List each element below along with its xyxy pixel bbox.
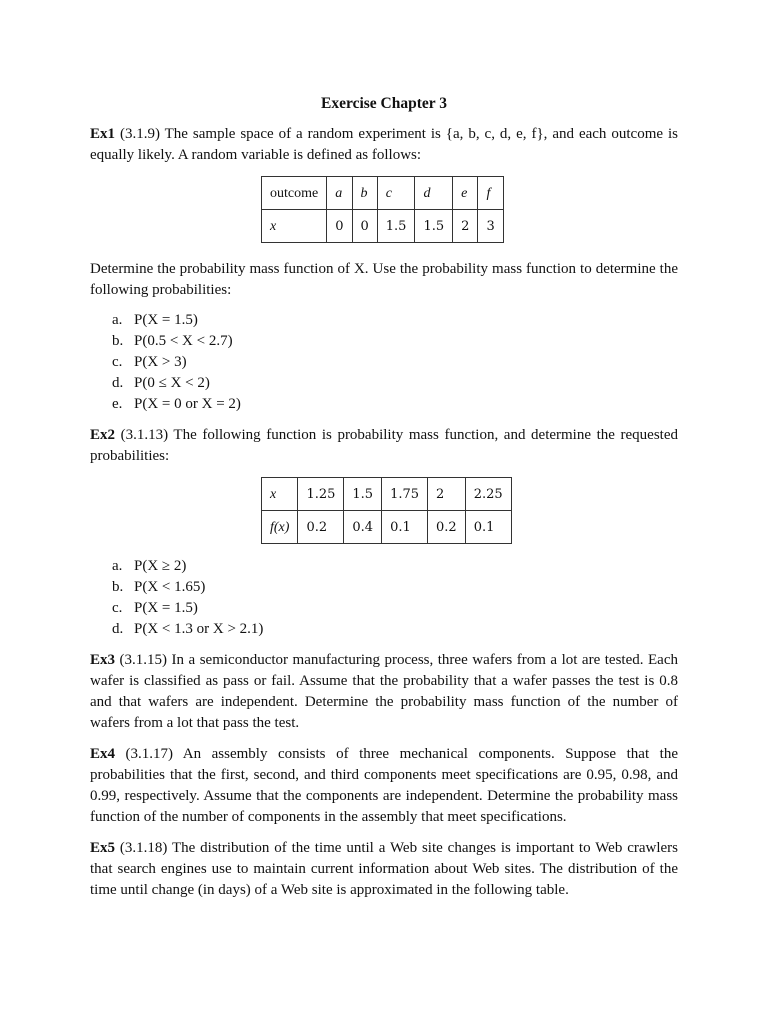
exercise-1 (90, 124, 678, 415)
list-marker: b. (112, 579, 124, 595)
exercise-3 (90, 650, 678, 734)
exercise-3-label: Ex3 (90, 652, 116, 668)
exercise-2-statement (90, 425, 678, 467)
table-row (262, 478, 512, 511)
list-item (90, 619, 678, 640)
table-cell: 0.1 (465, 511, 511, 544)
exercise-4 (90, 744, 678, 828)
exercise-2 (90, 425, 678, 640)
exercise-4-label: Ex4 (90, 746, 116, 762)
table-cell: 0 (327, 210, 352, 243)
list-item (90, 556, 678, 577)
exercise-1-table (261, 176, 504, 243)
list-item (90, 598, 678, 619)
exercise-1-list (90, 310, 678, 415)
table-cell: 1.75 (382, 478, 428, 511)
list-item-text: P(X = 0 or X = 2) (134, 396, 241, 412)
table-cell: 2 (453, 210, 478, 243)
table-cell: 2 (428, 478, 466, 511)
list-item (90, 310, 678, 331)
table-cell: 2.25 (465, 478, 511, 511)
table-cell: 1.5 (377, 210, 415, 243)
table-row-header: x (262, 478, 298, 511)
table-cell: 0.2 (298, 511, 344, 544)
table-row (262, 511, 512, 544)
table-cell: e (453, 177, 478, 210)
list-item-text: P(X = 1.5) (134, 600, 198, 616)
table-cell: 0.1 (382, 511, 428, 544)
list-item-text: P(0 ≤ X < 2) (134, 375, 210, 391)
list-marker: e. (112, 396, 123, 412)
exercise-1-statement (90, 124, 678, 166)
list-item-text: P(X < 1.65) (134, 579, 206, 595)
list-item (90, 331, 678, 352)
list-marker: d. (112, 375, 124, 391)
exercise-5-text: (3.1.18) The distribution of the time until a Web site changes is important to Web crawlers that search engines use to maintain current information about Web sites. The distribution of the time until change (in days) of a Web site is approximated in the following table. (90, 840, 678, 898)
list-marker: a. (112, 312, 123, 328)
exercise-1-label: Ex1 (90, 126, 116, 142)
table-cell: 0.4 (344, 511, 382, 544)
exercise-5 (90, 838, 678, 901)
table-cell: d (415, 177, 453, 210)
document-content (90, 93, 678, 901)
list-marker: d. (112, 621, 124, 637)
exercise-5-statement (90, 838, 678, 901)
table-cell: c (377, 177, 415, 210)
exercise-3-text: (3.1.15) In a semiconductor manufacturing process, three wafers from a lot are tested. Each wafer is classified as pass or fail. Assume that the probability that a wafer passes the test is 0.8 and that wafers are independent. Determine the probability mass function of the number of wafers from a lot that pass the test. (90, 652, 678, 731)
exercise-2-label: Ex2 (90, 427, 116, 443)
exercise-2-table (261, 477, 512, 544)
list-marker: c. (112, 354, 123, 370)
list-item (90, 352, 678, 373)
list-item (90, 577, 678, 598)
list-item-text: P(0.5 < X < 2.7) (134, 333, 233, 349)
table-row (262, 177, 504, 210)
table-cell: 1.5 (344, 478, 382, 511)
list-marker: b. (112, 333, 124, 349)
exercise-2-list (90, 556, 678, 640)
table-row-header: f(x) (262, 511, 298, 544)
table-row-header: x (262, 210, 327, 243)
exercise-2-text: (3.1.13) The following function is probability mass function, and determine the requested probabilities: (90, 427, 678, 464)
list-marker: a. (112, 558, 123, 574)
table-cell: 1.5 (415, 210, 453, 243)
exercise-4-statement (90, 744, 678, 828)
table-row-header: outcome (262, 177, 327, 210)
table-cell: 1.25 (298, 478, 344, 511)
table-cell: 0 (352, 210, 377, 243)
exercise-4-text: (3.1.17) An assembly consists of three mechanical components. Suppose that the probabilities that the first, second, and third components meet specifications are 0.95, 0.98, and 0.99, respectively. Assume that the components are independent. Determine the probability mass function of the number of components in the assembly that meet specifications. (90, 746, 678, 825)
table-cell: 3 (478, 210, 503, 243)
table-cell: a (327, 177, 352, 210)
list-item-text: P(X = 1.5) (134, 312, 198, 328)
exercise-5-label: Ex5 (90, 840, 116, 856)
exercise-1-text: (3.1.9) The sample space of a random experiment is {a, b, c, d, e, f}, and each outcome is equally likely. A random variable is defined as follows: (90, 126, 678, 163)
list-item (90, 373, 678, 394)
page-title: Exercise Chapter 3 (321, 95, 447, 112)
table-cell: f (478, 177, 503, 210)
table-cell: b (352, 177, 377, 210)
list-item-text: P(X > 3) (134, 354, 187, 370)
exercise-1-question: Determine the probability mass function of X. Use the probability mass function to determine the following probabilities: (90, 261, 678, 298)
table-row (262, 210, 504, 243)
list-marker: c. (112, 600, 123, 616)
table-cell: 0.2 (428, 511, 466, 544)
list-item-text: P(X < 1.3 or X > 2.1) (134, 621, 264, 637)
list-item (90, 394, 678, 415)
list-item-text: P(X ≥ 2) (134, 558, 187, 574)
exercise-3-statement (90, 650, 678, 734)
